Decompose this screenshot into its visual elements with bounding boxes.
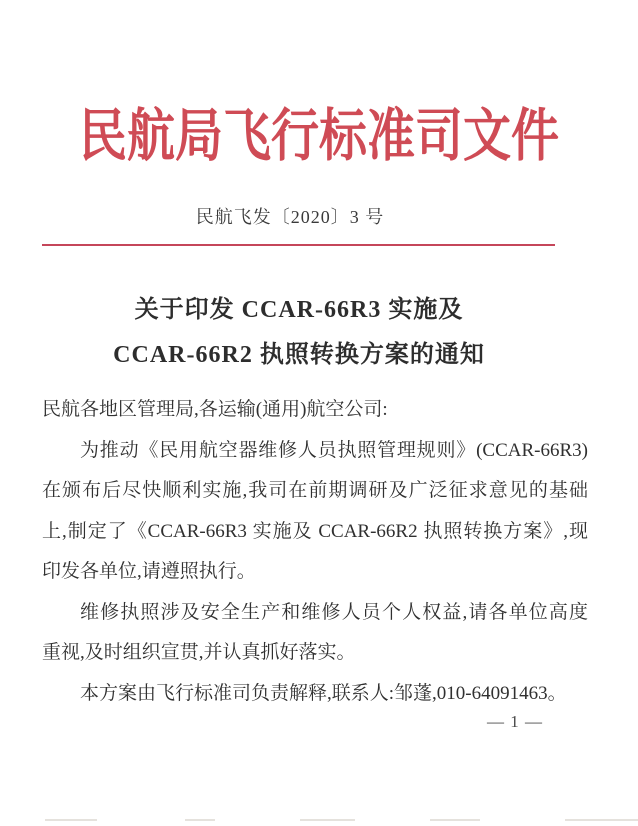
page-number: — 1 — — [487, 712, 543, 731]
salutation-line: 民航各地区管理局,各运输(通用)航空公司: — [42, 399, 388, 420]
bleed-mark — [300, 819, 355, 821]
body-line: 印发各单位,请遵照执行。 — [42, 561, 256, 582]
bleed-mark — [565, 819, 638, 821]
document-title-line-1: 关于印发 CCAR-66R3 实施及 — [134, 297, 464, 323]
document-reference-number: 民航飞发〔2020〕3 号 — [195, 207, 385, 227]
body-line: 为推动《民用航空器维修人员执照管理规则》(CCAR-66R3) — [80, 439, 588, 461]
document-body — [42, 390, 588, 714]
body-line: 上,制定了《CCAR-66R3 实施及 CCAR-66R2 执照转换方案》,现 — [42, 520, 588, 542]
document-title-line-2: CCAR-66R2 执照转换方案的通知 — [113, 342, 485, 368]
body-line: 重视,及时组织宣贯,并认真抓好落实。 — [42, 642, 356, 663]
bleed-mark — [45, 819, 97, 821]
body-line: 维修执照涉及安全生产和维修人员个人权益,请各单位高度 — [80, 601, 588, 623]
body-line: 本方案由飞行标准司负责解释,联系人:邹蓬,010-64091463。 — [80, 682, 567, 704]
document-title — [42, 288, 556, 378]
bleed-mark — [185, 819, 215, 821]
red-divider-line — [42, 244, 555, 246]
red-letterhead-title: 民航局飞行标准司文件 — [78, 105, 559, 168]
bleed-mark — [430, 819, 480, 821]
body-line: 在颁布后尽快顺利实施,我司在前期调研及广泛征求意见的基础 — [42, 480, 588, 501]
